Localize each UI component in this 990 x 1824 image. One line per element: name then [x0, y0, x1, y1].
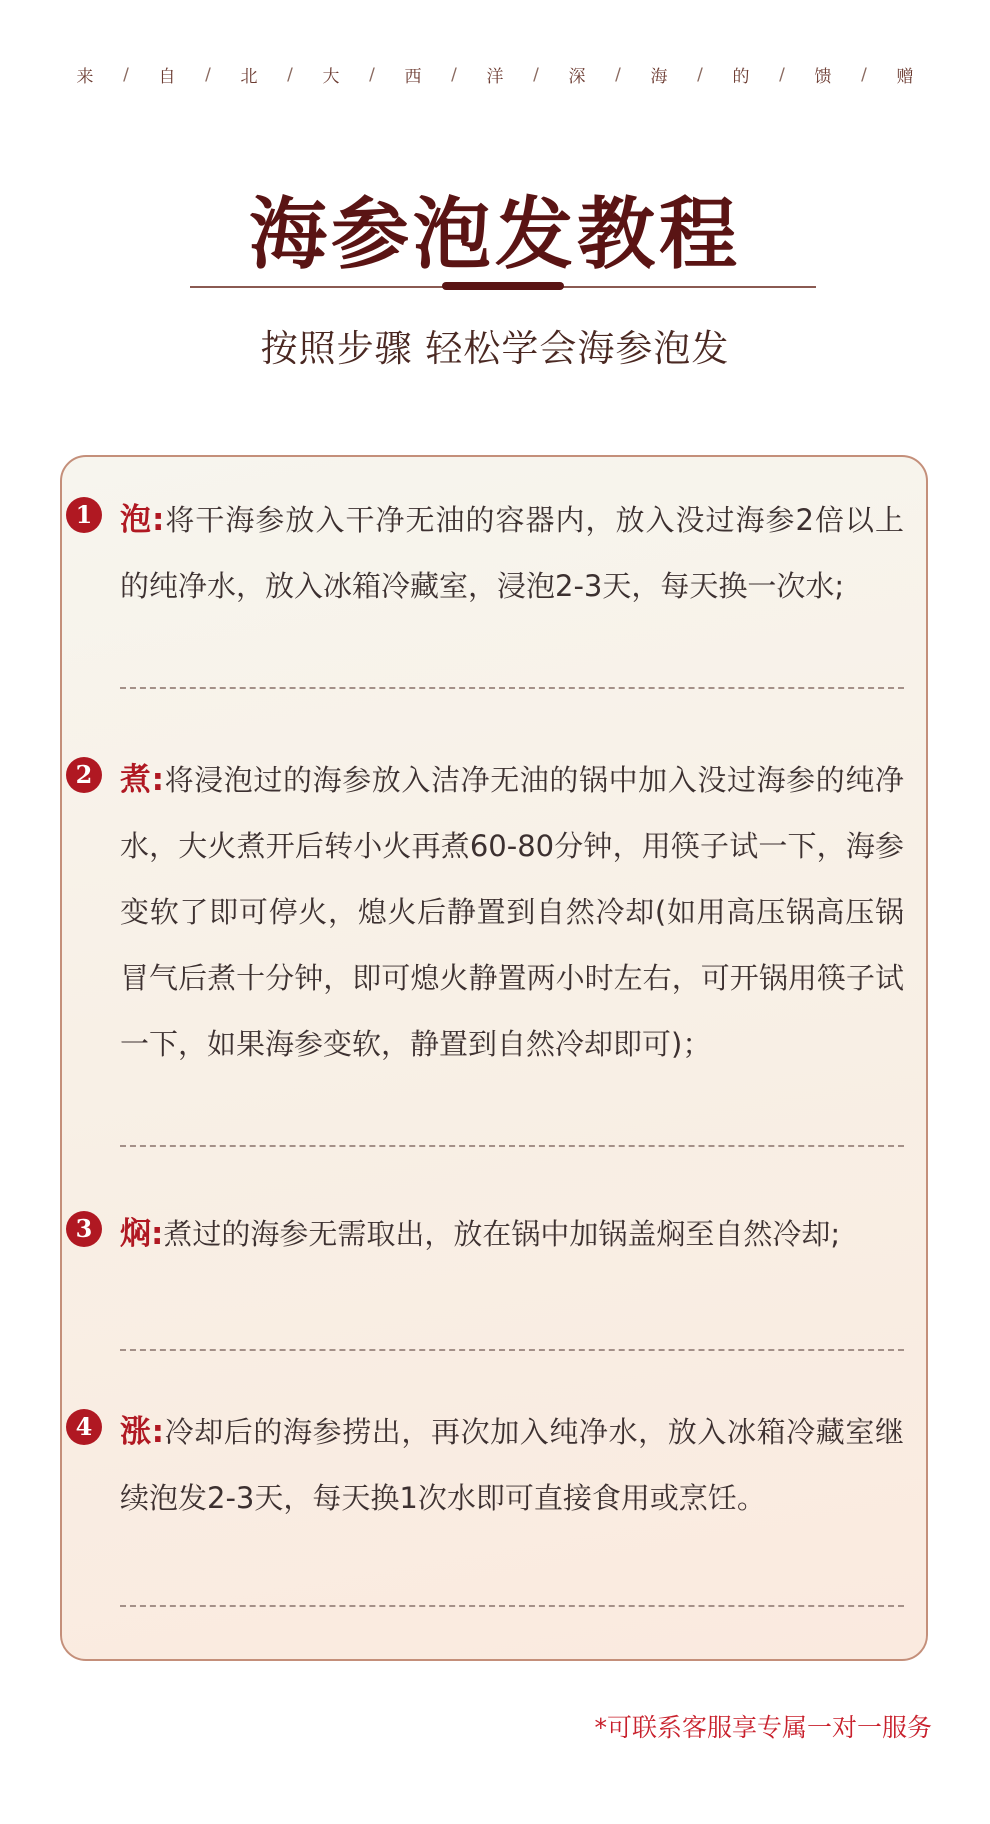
tagline-char: 大	[322, 67, 340, 87]
step-text	[120, 747, 904, 1077]
tagline-char: 自	[158, 67, 176, 87]
tagline-char: 的	[732, 67, 750, 87]
tagline-separator: /	[451, 64, 457, 85]
step-text	[120, 1201, 904, 1267]
tagline-separator: /	[861, 64, 867, 85]
tagline-separator: /	[123, 64, 129, 85]
step-braise	[75, 1201, 904, 1267]
step-description: 冷却后的海参捞出，再次加入纯净水，放入冰箱冷藏室继续泡发2-3天，每天换1次水即可直接食用或烹饪。	[120, 1415, 904, 1515]
page-subtitle: 按照步骤 轻松学会海参泡发	[260, 327, 730, 370]
step-label: 焖:	[120, 1216, 164, 1252]
tagline-char: 赠	[896, 67, 914, 87]
tagline-char: 馈	[814, 67, 832, 87]
tagline-separator: /	[287, 64, 293, 85]
step-number-badge	[66, 497, 102, 533]
step-number-badge	[66, 1409, 102, 1445]
step-number: 4	[66, 1409, 102, 1445]
step-number-badge	[66, 1211, 102, 1247]
tagline-separator: /	[369, 64, 375, 85]
step-number: 3	[66, 1211, 102, 1247]
tagline-separator: /	[697, 64, 703, 85]
step-text	[120, 487, 904, 619]
step-number: 2	[66, 757, 102, 793]
customer-service-note: *可联系客服享专属一对一服务	[594, 1713, 932, 1742]
step-label: 涨:	[120, 1414, 164, 1450]
step-description: 将浸泡过的海参放入洁净无油的锅中加入没过海参的纯净水，大火煮开后转小火再煮60-80分钟，用筷子试一下，海参变软了即可停火，熄火后静置到自然冷却(如用高压锅高压锅冒气后煮十分钟，即可熄火静置两小时左右，可开锅用筷子试一下，如果海参变软，静置到自然冷却即可)；	[120, 763, 904, 1061]
step-description: 煮过的海参无需取出，放在锅中加锅盖焖至自然冷却;	[163, 1217, 841, 1251]
step-number-badge	[66, 757, 102, 793]
tagline-separator: /	[533, 64, 539, 85]
step-expand	[75, 1399, 904, 1531]
step-label: 煮:	[120, 762, 164, 798]
title-underline-accent	[442, 282, 564, 290]
tagline	[0, 62, 990, 87]
step-soak	[75, 487, 904, 619]
tagline-separator: /	[205, 64, 211, 85]
step-boil	[75, 747, 904, 1077]
tagline-char: 洋	[486, 67, 504, 87]
step-divider	[120, 1145, 904, 1147]
step-text	[120, 1399, 904, 1531]
page-title: 海参泡发教程	[248, 189, 741, 280]
tagline-char: 北	[240, 67, 258, 87]
tagline-separator: /	[779, 64, 785, 85]
tagline-char: 来	[76, 67, 94, 87]
tagline-char: 深	[568, 67, 586, 87]
step-description: 将干海参放入干净无油的容器内，放入没过海参2倍以上的纯净水，放入冰箱冷藏室，浸泡2-3天，每天换一次水;	[120, 503, 904, 603]
tagline-char: 海	[650, 67, 668, 87]
step-label: 泡:	[120, 502, 165, 538]
step-divider	[120, 687, 904, 689]
step-divider	[120, 1349, 904, 1351]
tagline-char: 西	[404, 67, 422, 87]
step-number: 1	[66, 497, 102, 533]
tagline-separator: /	[615, 64, 621, 85]
instructions-card	[60, 455, 928, 1661]
step-divider	[120, 1605, 904, 1607]
